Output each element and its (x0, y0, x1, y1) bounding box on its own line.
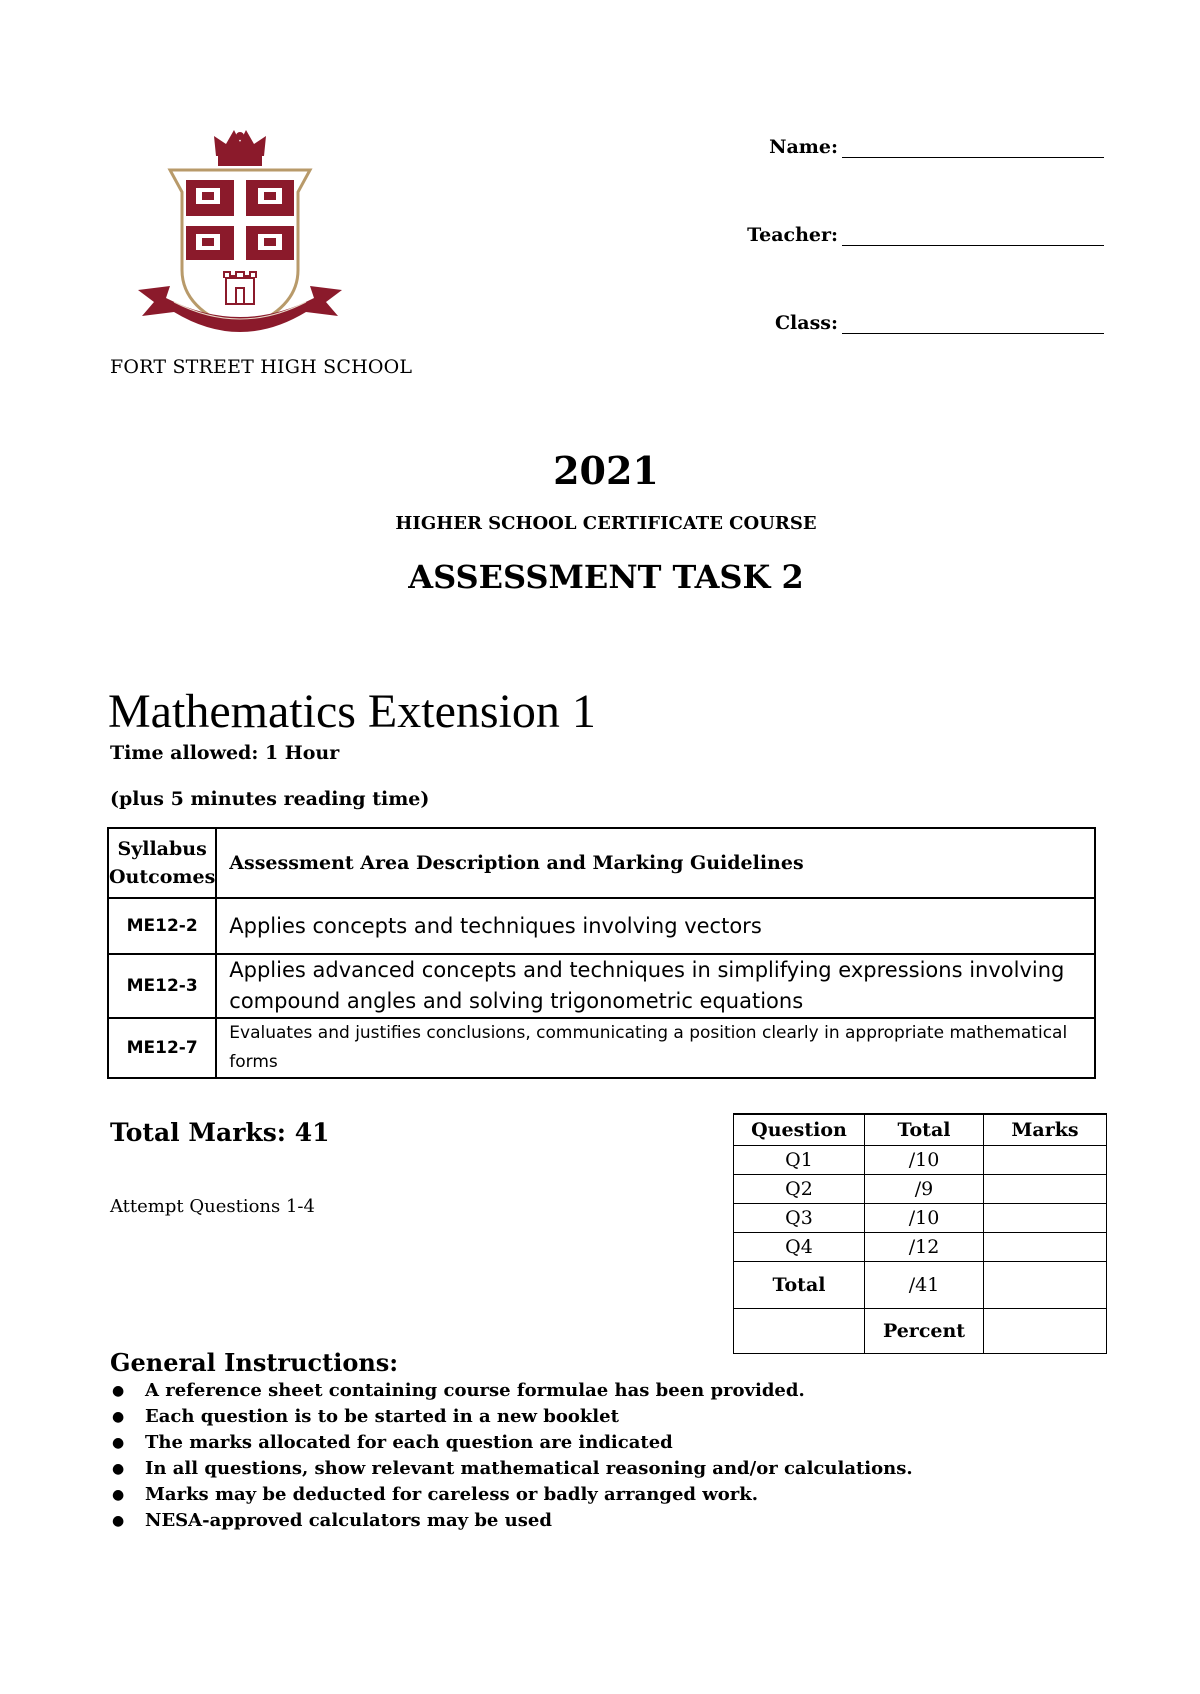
table-row (734, 1233, 1107, 1262)
time-allowed: Time allowed: 1 Hour (110, 742, 340, 764)
list-item (108, 1404, 913, 1430)
instruction-text: In all questions, show relevant mathematical reasoning and/or calculations. (145, 1458, 913, 1479)
table-row (734, 1146, 1107, 1175)
outcome-description: Evaluates and justifies conclusions, communicating a position clearly in appropriate mathematical forms (216, 1018, 1095, 1078)
total-row (734, 1262, 1107, 1309)
marks-cell[interactable] (984, 1204, 1107, 1233)
outcome-code: ME12-3 (108, 954, 216, 1018)
marks-cell[interactable] (984, 1175, 1107, 1204)
syllabus-outcomes-table (107, 827, 1096, 1079)
bullet-icon: ● (112, 1409, 125, 1425)
instructions-list (108, 1378, 913, 1534)
total-label: Total (734, 1262, 865, 1309)
total-value: /41 (865, 1262, 984, 1309)
marks-cell[interactable] (984, 1146, 1107, 1175)
table-row (108, 1018, 1095, 1078)
instructions-title: General Instructions: (110, 1348, 399, 1377)
question-label: Q4 (734, 1233, 865, 1262)
school-name: FORT STREET HIGH SCHOOL (110, 356, 413, 378)
attempt-questions: Attempt Questions 1-4 (110, 1196, 315, 1217)
name-label: Name: (769, 136, 838, 158)
percent-label: Percent (865, 1309, 984, 1354)
teacher-label: Teacher: (747, 224, 838, 246)
bullet-icon: ● (112, 1435, 125, 1451)
reading-time: (plus 5 minutes reading time) (110, 788, 430, 810)
bullet-icon: ● (112, 1513, 125, 1529)
table-row (108, 954, 1095, 1018)
teacher-field[interactable] (747, 224, 1104, 246)
name-input-line[interactable] (842, 139, 1104, 158)
table-row (108, 898, 1095, 954)
list-item (108, 1508, 913, 1534)
outcome-description: Applies advanced concepts and techniques in simplifying expressions involving compound angles and solving trigonometric equations (216, 954, 1095, 1018)
header-marks: Marks (984, 1114, 1107, 1146)
question-label: Q3 (734, 1204, 865, 1233)
instruction-text: The marks allocated for each question are indicated (145, 1432, 673, 1453)
percent-row (734, 1309, 1107, 1354)
list-item (108, 1430, 913, 1456)
total-marks: Total Marks: 41 (110, 1118, 330, 1147)
bullet-icon: ● (112, 1487, 125, 1503)
teacher-input-line[interactable] (842, 227, 1104, 246)
outcome-code: ME12-7 (108, 1018, 216, 1078)
task-title: ASSESSMENT TASK 2 (408, 558, 804, 596)
total-marks-cell[interactable] (984, 1262, 1107, 1309)
percent-empty-cell (734, 1309, 865, 1354)
header-syllabus-outcomes: Syllabus Outcomes (108, 828, 216, 898)
list-item (108, 1378, 913, 1404)
class-field[interactable] (775, 312, 1104, 334)
percent-cell[interactable] (984, 1309, 1107, 1354)
list-item (108, 1456, 913, 1482)
instruction-text: A reference sheet containing course formulae has been provided. (145, 1380, 805, 1401)
table-row (734, 1175, 1107, 1204)
instruction-text: Each question is to be started in a new booklet (145, 1406, 619, 1427)
class-label: Class: (774, 312, 838, 334)
outcome-description: Applies concepts and techniques involving vectors (216, 898, 1095, 954)
question-total: /9 (865, 1175, 984, 1204)
marks-cell[interactable] (984, 1233, 1107, 1262)
bullet-icon: ● (112, 1383, 125, 1399)
question-label: Q1 (734, 1146, 865, 1175)
question-total: /10 (865, 1146, 984, 1175)
outcome-code: ME12-2 (108, 898, 216, 954)
course-title: HIGHER SCHOOL CERTIFICATE COURSE (395, 513, 817, 534)
header-question: Question (734, 1114, 865, 1146)
question-label: Q2 (734, 1175, 865, 1204)
instruction-text: NESA-approved calculators may be used (145, 1510, 552, 1531)
question-total: /10 (865, 1204, 984, 1233)
subject-title: Mathematics Extension 1 (108, 685, 596, 738)
bullet-icon: ● (112, 1461, 125, 1477)
table-row (734, 1204, 1107, 1233)
table-header-row (108, 828, 1095, 898)
question-total: /12 (865, 1233, 984, 1262)
marks-header-row (734, 1114, 1107, 1146)
marks-table (733, 1113, 1107, 1354)
list-item (108, 1482, 913, 1508)
instruction-text: Marks may be deducted for careless or badly arranged work. (145, 1484, 759, 1505)
exam-year: 2021 (553, 448, 659, 493)
name-field[interactable] (769, 136, 1104, 158)
school-crest-icon (130, 130, 350, 346)
header-assessment-area: Assessment Area Description and Marking Guidelines (216, 828, 1095, 898)
header-total: Total (865, 1114, 984, 1146)
class-input-line[interactable] (842, 315, 1104, 334)
